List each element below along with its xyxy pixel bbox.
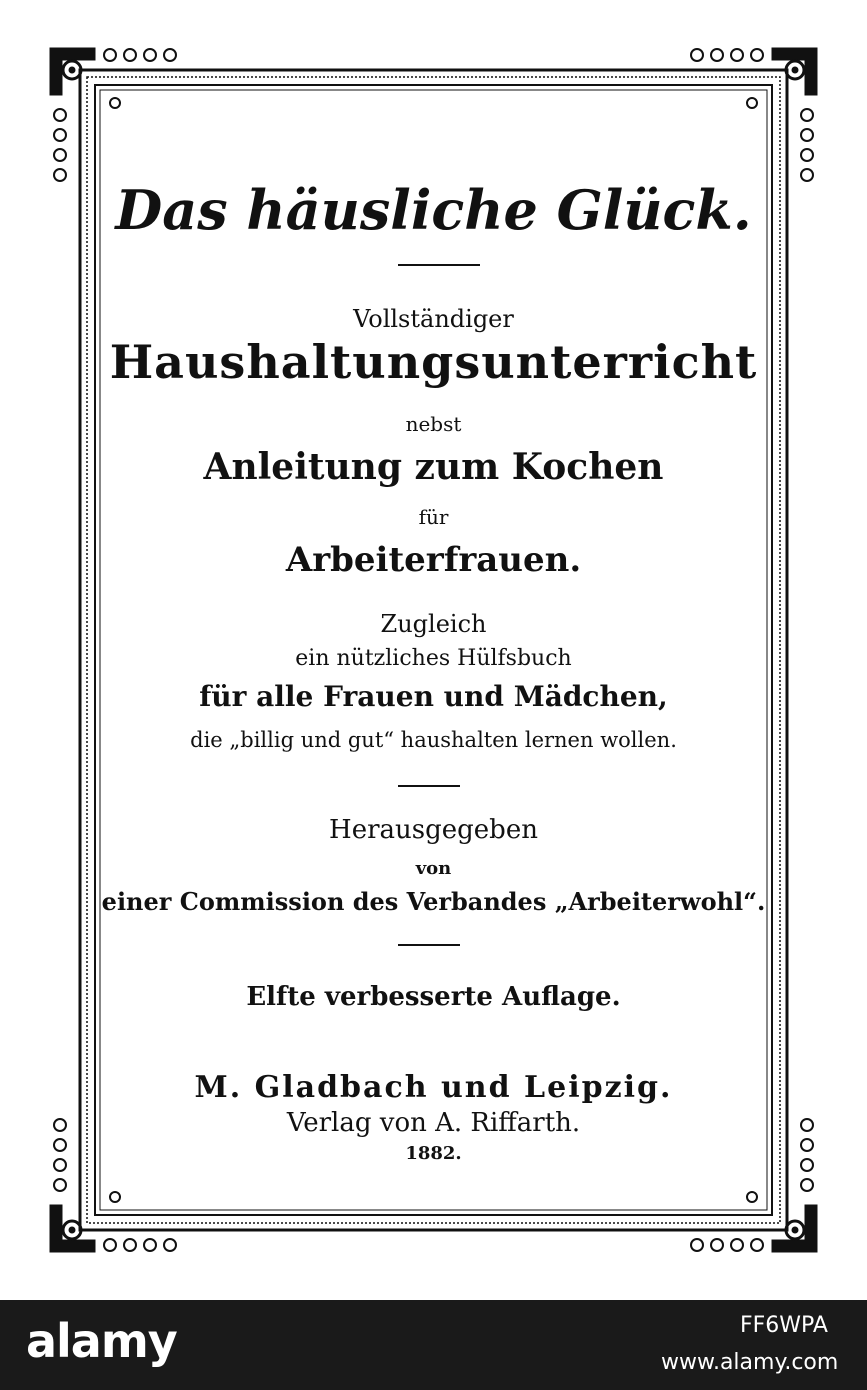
divider-rule <box>398 944 460 946</box>
site-url: www.alamy.com <box>661 1350 839 1375</box>
word-nebst: nebst <box>405 412 462 436</box>
zugleich: Zugleich <box>380 610 487 638</box>
audience: Arbeiterfrauen. <box>285 540 582 580</box>
all-women-line: für alle Frauen und Mädchen, <box>199 680 668 713</box>
subtitle-main: Haushaltungsunterricht <box>109 335 758 389</box>
commission-line: einer Commission des Verbandes „Arbeiterwohl“. <box>101 887 766 916</box>
editor-label: Herausgegeben <box>329 815 538 845</box>
book-title: Das häusliche Glück. <box>115 178 752 242</box>
image-id: FF6WPA <box>740 1313 828 1338</box>
word-von: von <box>415 858 452 879</box>
word-fuer: für <box>418 505 449 529</box>
year-line: 1882. <box>405 1143 462 1164</box>
divider-rule <box>398 264 480 266</box>
publisher-line: Verlag von A. Riffarth. <box>286 1108 581 1138</box>
edition-line: Elfte verbesserte Auflage. <box>246 982 621 1012</box>
alamy-logo: alamy <box>26 1314 177 1368</box>
place-line: M. Gladbach und Leipzig. <box>194 1070 673 1105</box>
subtitle-prefix: Vollständiger <box>353 305 514 333</box>
cooking-line: Anleitung zum Kochen <box>203 446 664 488</box>
helpbook-line: ein nützliches Hülfsbuch <box>295 646 572 671</box>
motto-line: die „billig und gut“ haushalten lernen wollen. <box>190 728 677 752</box>
divider-rule <box>398 785 460 787</box>
